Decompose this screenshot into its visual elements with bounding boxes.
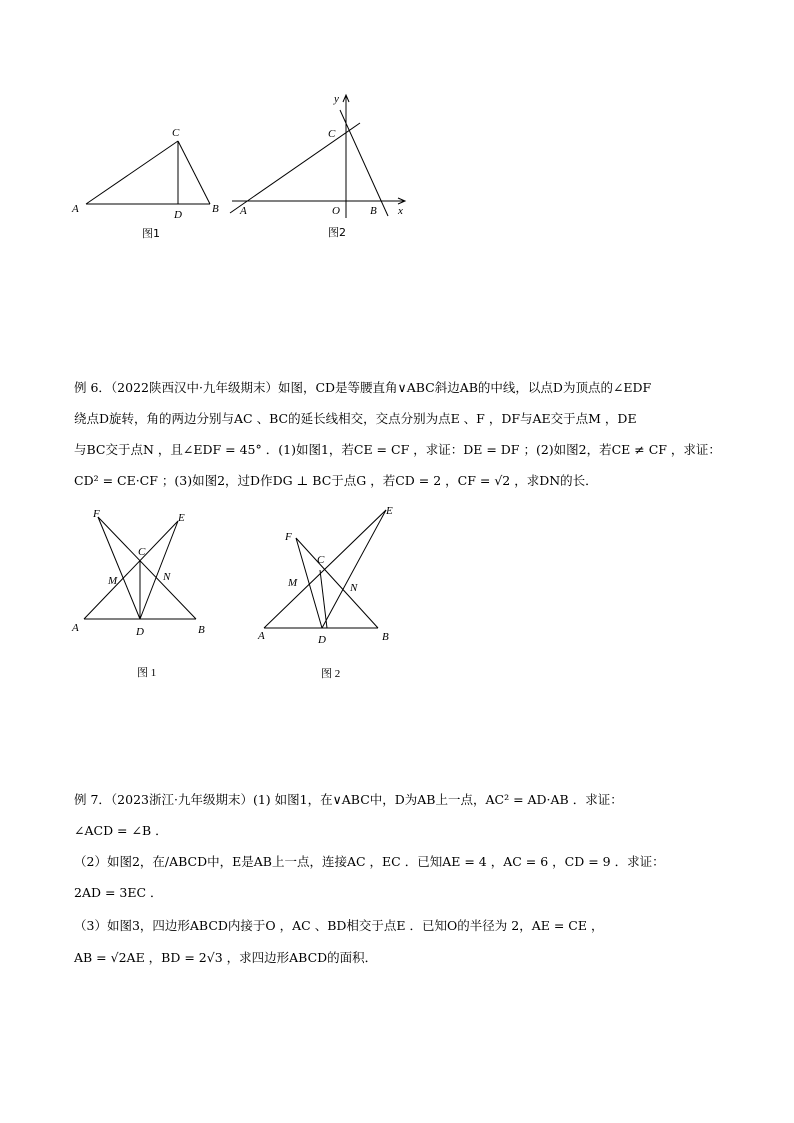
top-figure-2 (226, 90, 416, 242)
label-C: C (328, 128, 336, 140)
label-C: C (317, 554, 325, 566)
label-B: B (212, 203, 219, 215)
label-D: D (174, 209, 182, 221)
example6-line-4: CD² = CE·CF ；(3)如图2，过D作DG ⊥ BC于点G ，若CD = 2 ，CF = √2 ，求DN的长． (74, 473, 598, 488)
example6-figure-1-diagram (66, 505, 226, 685)
label-y: y (334, 93, 339, 105)
label-N: N (350, 582, 358, 594)
label-C: C (172, 127, 180, 139)
example7-line-2: ∠ACD = ∠B ． (74, 823, 168, 838)
label-D: D (318, 634, 326, 646)
example6-line-2: 绕点D旋转，角的两边分别与AC 、BC的延长线相交，交点分别为点E 、F ，DF与AE交于点M ，DE (74, 411, 637, 426)
label-O: O (332, 205, 340, 217)
example6-figure-2 (252, 500, 412, 685)
label-B: B (382, 631, 389, 643)
label-D: D (136, 626, 144, 638)
top-figure-1 (68, 122, 228, 242)
example7-line-1: 例 7．（2023浙江·九年级期末）(1) 如图1，在∨ABC中，D为AB上一点，AC² = AD·AB ．求证： (74, 792, 623, 807)
label-A: A (258, 630, 265, 642)
label-C: C (138, 546, 146, 558)
label-B: B (370, 205, 377, 217)
label-A: A (72, 203, 79, 215)
top-figure-2-diagram (226, 90, 416, 242)
label-B: B (198, 624, 205, 636)
example7-line-6: AB = √2AE ，BD = 2√3 ，求四边形ABCD的面积． (74, 950, 378, 965)
example7-line-4: 2AD = 3EC ． (74, 885, 163, 900)
label-F: F (93, 508, 100, 520)
top-figure-1-diagram (68, 122, 228, 242)
label-A: A (72, 622, 79, 634)
label-F: F (285, 531, 292, 543)
example6-line-1: 例 6．（2022陕西汉中·九年级期末）如图，CD是等腰直角∨ABC斜边AB的中线，以点D为顶点的∠EDF (74, 380, 652, 395)
label-E: E (386, 505, 393, 517)
example7-line-5: （3）如图3，四边形ABCD内接于O ，AC 、BD相交于点E ．已知O的半径为 2，AE = CE ， (74, 918, 604, 933)
label-E: E (178, 512, 185, 524)
label-M: M (288, 577, 298, 589)
example6-figure-2-caption: 图 2 (321, 668, 341, 680)
example6-figure-1 (66, 505, 226, 685)
label-x: x (398, 205, 403, 217)
label-N: N (163, 571, 171, 583)
label-A: A (240, 205, 247, 217)
label-M: M (108, 575, 118, 587)
top-figure-2-caption: 图2 (328, 226, 346, 239)
example6-line-3: 与BC交于点N ，且∠EDF = 45° ．(1)如图1，若CE = CF ，求证：DE = DF ；(2)如图2，若CE ≠ CF ，求证： (74, 442, 721, 457)
top-figure-1-caption: 图1 (142, 227, 160, 240)
example7-line-3: （2）如图2，在∕ABCD中，E是AB上一点，连接AC ，EC ．已知AE = 4 ，AC = 6 ，CD = 9 ．求证： (74, 854, 665, 869)
example6-figure-2-diagram (252, 500, 412, 685)
example6-figure-1-caption: 图 1 (137, 667, 157, 679)
